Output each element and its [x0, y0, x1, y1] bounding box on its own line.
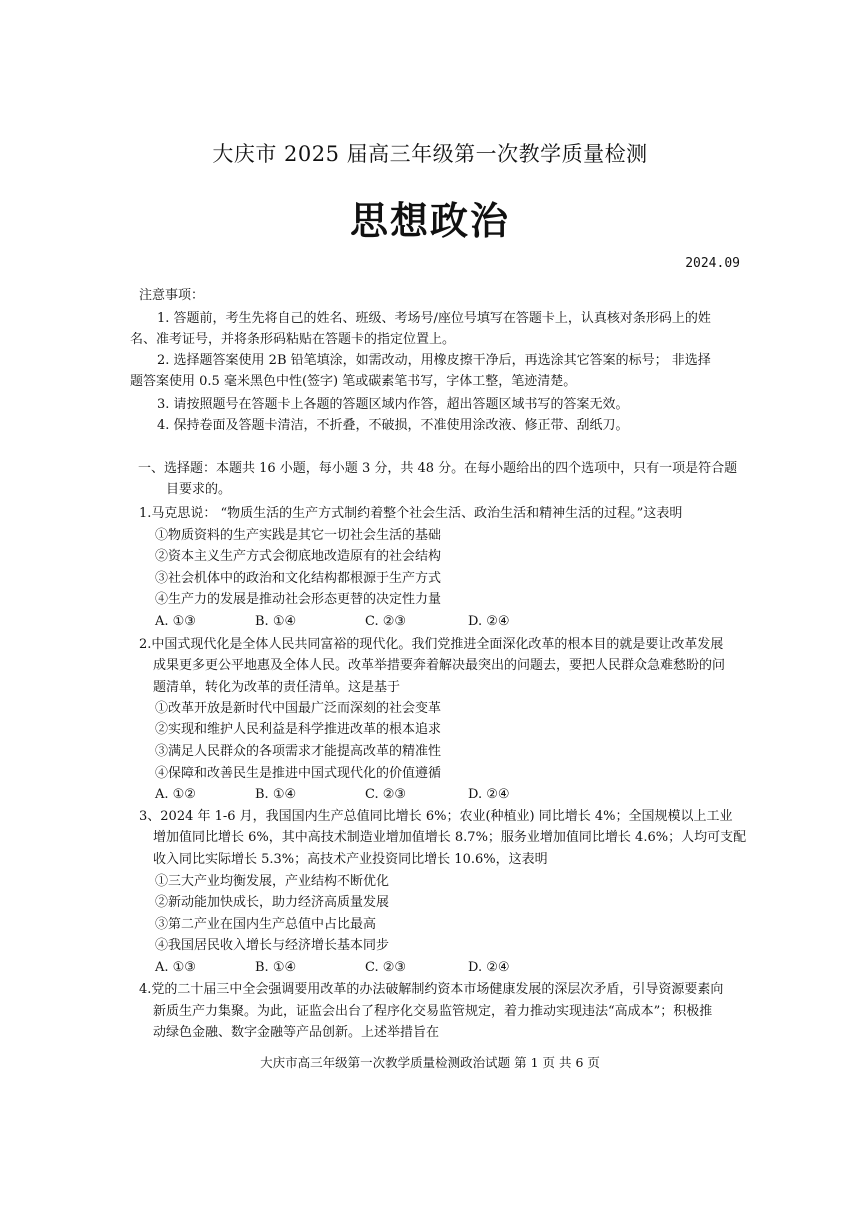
- question-2-statement: ④保障和改善民生是推进中国式现代化的价值遵循: [155, 766, 442, 781]
- option-b[interactable]: B. ①④: [255, 614, 297, 629]
- option-c[interactable]: C. ②③: [365, 960, 407, 975]
- notice-line: 4. 保持卷面及答题卡清洁，不折叠，不破损，不准使用涂改液、修正带、刮纸刀。: [157, 418, 629, 433]
- question-1-options: [155, 613, 575, 631]
- question-3-stem: 增加值同比增长 6%，其中高技术制造业增加值增长 8.7%；服务业增加值同比增长 4.6%；人均可支配: [153, 830, 747, 845]
- question-1-statement: ③社会机体中的政治和文化结构都根源于生产方式: [155, 571, 442, 586]
- notice-line: 题答案使用 0.5 毫米黑色中性(签字) 笔或碳素笔书写，字体工整，笔迹清楚。: [130, 374, 577, 389]
- question-3-statement: ①三大产业均衡发展，产业结构不断优化: [155, 874, 390, 889]
- question-2-statement: ②实现和维护人民利益是科学推进改革的根本追求: [155, 722, 442, 737]
- question-1-statement: ②资本主义生产方式会彻底地改造原有的社会结构: [155, 549, 442, 564]
- notice-line: 3. 请按照题号在答题卡上各题的答题区域内作答，超出答题区域书写的答案无效。: [157, 397, 629, 412]
- option-a[interactable]: A. ①③: [155, 960, 196, 975]
- exam-title: 大庆市 2025 届高三年级第一次教学质量检测: [212, 142, 648, 166]
- question-2-statement: ①改革开放是新时代中国最广泛而深刻的社会变革: [155, 701, 442, 716]
- question-3-statement: ②新动能加快成长，助力经济高质量发展: [155, 895, 390, 910]
- question-4-stem: 动绿色金融、数字金融等产品创新。上述举措旨在: [153, 1025, 440, 1040]
- question-1-stem: 1.马克思说： “物质生活的生产方式制约着整个社会生活、政治生活和精神生活的过程。”这表明: [139, 506, 683, 521]
- option-d[interactable]: D. ②④: [468, 960, 510, 975]
- exam-date: 2024.09: [685, 256, 740, 271]
- option-d[interactable]: D. ②④: [468, 614, 510, 629]
- option-a[interactable]: A. ①③: [155, 614, 196, 629]
- question-3-stem: 收入同比实际增长 5.3%；高技术产业投资同比增长 10.6%，这表明: [153, 852, 548, 867]
- notice-line: 2. 选择题答案使用 2B 铅笔填涂，如需改动，用橡皮擦干净后，再选涂其它答案的标号； 非选择: [157, 353, 711, 368]
- option-c[interactable]: C. ②③: [365, 614, 407, 629]
- option-b[interactable]: B. ①④: [255, 960, 297, 975]
- notice-heading: 注意事项：: [139, 288, 205, 303]
- question-3-options: [155, 959, 575, 977]
- page-footer: 大庆市高三年级第一次教学质量检测政治试题 第 1 页 共 6 页: [260, 1055, 600, 1070]
- question-1-statement: ①物质资料的生产实践是其它一切社会生活的基础: [155, 528, 442, 543]
- question-3-stem: 3、2024 年 1-6 月，我国国内生产总值同比增长 6%；农业(种植业) 同比增长 4%；全国规模以上工业: [139, 809, 733, 824]
- option-d[interactable]: D. ②④: [468, 787, 510, 802]
- question-2-stem: 2.中国式现代化是全体人民共同富裕的现代化。我们党推进全面深化改革的根本目的就是要让改革发展: [139, 637, 724, 652]
- question-3-statement: ④我国居民收入增长与经济增长基本同步: [155, 938, 390, 953]
- option-a[interactable]: A. ①②: [155, 787, 196, 802]
- question-1-statement: ④生产力的发展是推动社会形态更替的决定性力量: [155, 592, 442, 607]
- question-4-stem: 4.党的二十届三中全会强调要用改革的办法破解制约资本市场健康发展的深层次矛盾，引导资源要素向: [139, 982, 724, 997]
- question-3-statement: ③第二产业在国内生产总值中占比最高: [155, 917, 377, 932]
- question-2-stem: 成果更多更公平地惠及全体人民。改革举措要奔着解决最突出的问题去，要把人民群众急难愁盼的问: [153, 658, 726, 673]
- question-2-statement: ③满足人民群众的各项需求才能提高改革的精准性: [155, 744, 442, 759]
- notice-line: 名、准考证号，并将条形码粘贴在答题卡的指定位置上。: [130, 332, 456, 347]
- section-heading-cont: 目要求的。: [166, 482, 232, 497]
- option-b[interactable]: B. ①④: [255, 787, 297, 802]
- subject-title: 思想政治: [349, 198, 510, 243]
- question-4-stem: 新质生产力集聚。为此，证监会出台了程序化交易监管规定，着力推动实现违法“高成本”；积极推: [153, 1004, 713, 1019]
- section-heading: 一、选择题：本题共 16 小题，每小题 3 分，共 48 分。在每小题给出的四个选项中，只有一项是符合题: [138, 461, 738, 476]
- notice-line: 1. 答题前，考生先将自己的姓名、班级、考场号/座位号填写在答题卡上，认真核对条形码上的姓: [157, 311, 711, 326]
- option-c[interactable]: C. ②③: [365, 787, 407, 802]
- question-2-stem: 题清单，转化为改革的责任清单。这是基于: [153, 680, 401, 695]
- question-2-options: [155, 786, 575, 804]
